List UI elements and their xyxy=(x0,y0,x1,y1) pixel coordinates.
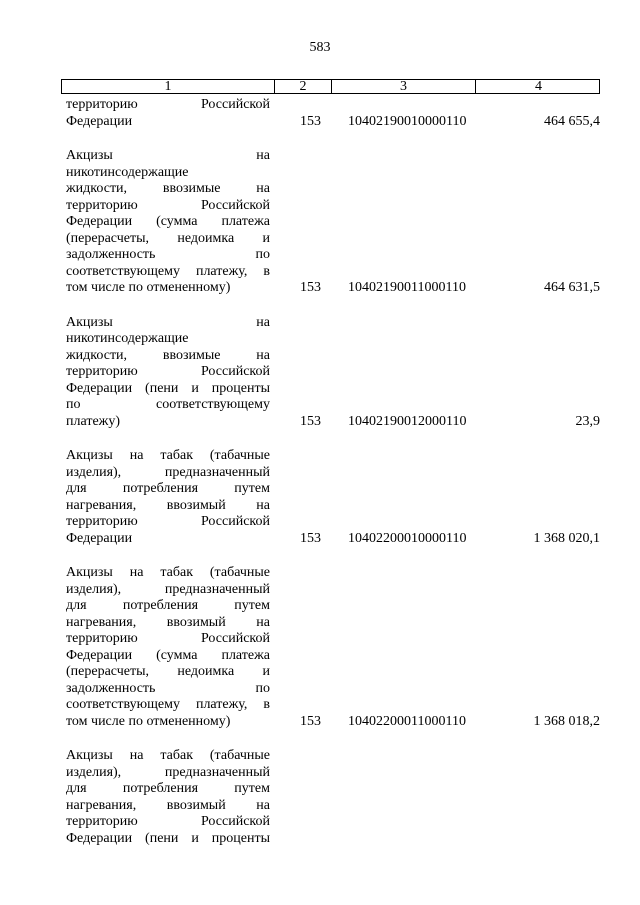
row-name-line: Акцизы на табак (табачные xyxy=(66,748,270,763)
row-name-line: нагревания, ввозимый на xyxy=(66,797,270,813)
row-name-line: нагревания, ввозимый на xyxy=(66,614,270,630)
row-name-line: Акцизы на табак (табачные xyxy=(66,565,270,580)
table-row xyxy=(66,565,600,730)
row-name-line: соответствующему платежу, в xyxy=(66,697,270,712)
table-row xyxy=(66,315,600,431)
column-header-4: 4 xyxy=(475,80,601,93)
column-header-2: 2 xyxy=(274,80,331,93)
row-kbk-code: 10402190011000110 xyxy=(348,280,466,295)
row-name-line: соответствующему платежу, в xyxy=(66,263,270,279)
row-name-line: Федерации (сумма платежа xyxy=(66,647,270,663)
row-name-line: никотинсодержащие xyxy=(66,331,189,346)
row-name-line: нагревания, ввозимый на xyxy=(66,497,270,513)
row-name-line: Акцизы на xyxy=(66,314,270,330)
table-column-header xyxy=(61,79,600,94)
row-admin-code: 153 xyxy=(300,280,321,295)
table-row xyxy=(66,97,600,130)
row-name-line: никотинсодержащие xyxy=(66,164,189,180)
row-name-line: изделия), предназначенный xyxy=(66,464,270,480)
row-amount: 23,9 xyxy=(575,413,600,429)
row-name xyxy=(66,148,270,297)
page-number: 583 xyxy=(309,40,331,55)
row-kbk-code: 10402200011000110 xyxy=(348,713,466,729)
row-name xyxy=(66,448,270,547)
row-admin-code: 153 xyxy=(300,713,321,729)
row-name-line: территорию Российской xyxy=(66,814,270,829)
row-name-line: по соответствующему xyxy=(66,397,270,412)
row-name-line: жидкости, ввозимые на xyxy=(66,347,270,363)
row-amount: 464 631,5 xyxy=(544,280,600,295)
row-name-line: изделия), предназначенный xyxy=(66,581,270,597)
column-header-3: 3 xyxy=(331,80,475,93)
row-admin-code: 153 xyxy=(300,530,321,546)
row-name xyxy=(66,565,270,730)
row-name-line: Акцизы на xyxy=(66,148,270,163)
row-name-line: для потребления путем xyxy=(66,781,270,796)
row-name-line: территорию Российской xyxy=(66,631,270,646)
row-kbk-code: 10402200010000110 xyxy=(348,530,467,546)
row-kbk-code: 10402190012000110 xyxy=(348,413,467,429)
row-name xyxy=(66,315,270,431)
row-name-line: (перерасчеты, недоимка и xyxy=(66,664,270,679)
row-admin-code: 153 xyxy=(300,113,321,129)
row-name-line: Федерации (пени и проценты xyxy=(66,830,270,846)
row-name-line: Акцизы на табак (табачные xyxy=(66,448,270,463)
row-amount: 1 368 020,1 xyxy=(533,530,600,546)
row-name-line: задолженность по xyxy=(66,680,270,696)
row-name-line: территорию Российской xyxy=(66,364,270,379)
row-name-line: задолженность по xyxy=(66,247,270,262)
row-name xyxy=(66,748,270,847)
row-name-line: территорию Российской xyxy=(66,97,270,112)
column-header-1: 1 xyxy=(164,79,172,94)
table-row xyxy=(66,448,600,547)
row-name-line: территорию Российской xyxy=(66,514,270,529)
row-name-line: том числе по отмененному) xyxy=(66,713,231,729)
row-name-line: жидкости, ввозимые на xyxy=(66,181,270,196)
row-name-line: Федерации (сумма платежа xyxy=(66,214,270,229)
row-name-line: для потребления путем xyxy=(66,481,270,496)
row-name-line: (перерасчеты, недоимка и xyxy=(66,230,270,246)
row-name-line: территорию Российской xyxy=(66,197,270,213)
row-name-line: том числе по отмененному) xyxy=(66,280,231,295)
row-name-line: Федерации xyxy=(66,113,133,129)
row-admin-code: 153 xyxy=(300,413,321,429)
table-row xyxy=(66,148,600,297)
table-row xyxy=(66,748,600,847)
row-amount: 1 368 018,2 xyxy=(533,713,600,729)
table-body xyxy=(66,97,600,847)
row-kbk-code: 10402190010000110 xyxy=(348,113,467,129)
row-name-line: для потребления путем xyxy=(66,598,270,613)
row-name-line: Федерации xyxy=(66,530,133,546)
row-amount: 464 655,4 xyxy=(544,113,600,129)
row-name-line: платежу) xyxy=(66,413,120,429)
row-name-line: изделия), предназначенный xyxy=(66,764,270,780)
row-name xyxy=(66,97,270,130)
row-name-line: Федерации (пени и проценты xyxy=(66,380,270,396)
